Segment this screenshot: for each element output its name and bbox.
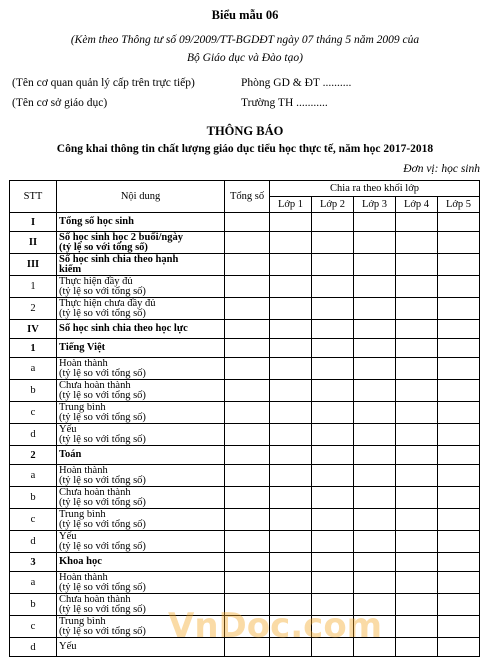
watermark-logo: VnDoc.com	[168, 606, 383, 646]
row-content-line-1: Toán	[59, 449, 82, 460]
grade-cell	[438, 402, 480, 424]
header-grade-2: Lớp 2	[312, 197, 354, 213]
grade-cell	[396, 254, 438, 276]
row-content	[57, 424, 225, 446]
row-stt: b	[10, 380, 57, 402]
row-content-line-1: Số học sinh chia theo học lực	[59, 323, 188, 334]
row-content-line-2: (tỷ lệ so với tổng số)	[59, 285, 146, 297]
grade-cell	[312, 276, 354, 298]
row-content	[57, 572, 225, 594]
table-row	[10, 487, 480, 509]
document-title: THÔNG BÁO	[206, 124, 284, 138]
grade-cell	[270, 465, 312, 487]
row-content-line-1: Trung bình	[59, 401, 106, 413]
grade-cell	[270, 531, 312, 553]
form-note-line-2: Bộ Giáo dục và Đào tạo)	[187, 52, 303, 64]
grade-cell	[438, 446, 480, 465]
grade-cell	[396, 232, 438, 254]
grade-cell	[312, 509, 354, 531]
total-cell	[225, 572, 270, 594]
grade-cell	[354, 465, 396, 487]
grade-cell	[312, 380, 354, 402]
grade-cell	[396, 531, 438, 553]
table-row	[10, 572, 480, 594]
grade-cell	[270, 380, 312, 402]
grade-cell	[438, 424, 480, 446]
grade-cell	[396, 402, 438, 424]
row-content	[57, 553, 225, 572]
total-cell	[225, 213, 270, 232]
table-row	[10, 232, 480, 254]
grade-cell	[312, 298, 354, 320]
row-stt: I	[10, 213, 57, 232]
row-content	[57, 320, 225, 339]
unit-label: Đơn vị: học sinh	[403, 163, 480, 175]
total-cell	[225, 402, 270, 424]
table-row	[10, 339, 480, 358]
grade-cell	[396, 380, 438, 402]
row-content-line-1: Trung bình	[59, 508, 106, 520]
grade-cell	[438, 298, 480, 320]
row-stt: a	[10, 572, 57, 594]
row-content-line-2: (tỷ lệ so với tổng số)	[59, 540, 146, 552]
row-stt: 2	[10, 298, 57, 320]
grade-cell	[270, 276, 312, 298]
grade-cell	[312, 424, 354, 446]
row-content-line-2: (tỷ lệ so với tổng số)	[59, 389, 146, 401]
grade-cell	[396, 358, 438, 380]
grade-cell	[438, 638, 480, 657]
table-body	[10, 213, 480, 657]
grade-cell	[354, 402, 396, 424]
grade-cell	[270, 572, 312, 594]
row-stt: IV	[10, 320, 57, 339]
grade-cell	[438, 553, 480, 572]
agency-left: (Tên cơ quan quản lý cấp trên trực tiếp)	[12, 77, 195, 89]
grade-cell	[438, 339, 480, 358]
table-row	[10, 553, 480, 572]
grade-cell	[354, 424, 396, 446]
grade-cell	[312, 358, 354, 380]
grade-cell	[396, 616, 438, 638]
grade-cell	[396, 594, 438, 616]
form-note	[0, 31, 490, 67]
row-stt: a	[10, 465, 57, 487]
grade-cell	[270, 254, 312, 276]
grade-cell	[396, 213, 438, 232]
grade-cell	[438, 487, 480, 509]
grade-cell	[354, 446, 396, 465]
grade-cell	[312, 213, 354, 232]
header-grade-3: Lớp 3	[354, 197, 396, 213]
grade-cell	[270, 213, 312, 232]
total-cell	[225, 254, 270, 276]
grade-cell	[354, 380, 396, 402]
table-row	[10, 320, 480, 339]
grade-cell	[354, 276, 396, 298]
row-content-line-1: Trung bình	[59, 615, 106, 627]
row-stt: III	[10, 254, 57, 276]
total-cell	[225, 358, 270, 380]
total-cell	[225, 320, 270, 339]
grade-cell	[396, 638, 438, 657]
row-content-line-2: (tỷ lệ so với tổng số)	[59, 367, 146, 379]
grade-cell	[354, 509, 396, 531]
total-cell	[225, 465, 270, 487]
agency-right: Phòng GD & ĐT ..........	[241, 77, 352, 89]
row-content	[57, 509, 225, 531]
total-cell	[225, 553, 270, 572]
total-cell	[225, 509, 270, 531]
grade-cell	[438, 509, 480, 531]
grade-cell	[354, 487, 396, 509]
grade-cell	[354, 553, 396, 572]
table-row	[10, 380, 480, 402]
row-content-line-2: kiểm	[59, 263, 82, 275]
row-content-line-1: Chưa hoàn thành	[59, 486, 131, 498]
grade-cell	[396, 553, 438, 572]
row-content-line-1: Chưa hoàn thành	[59, 379, 131, 391]
row-stt: c	[10, 616, 57, 638]
school-left: (Tên cơ sở giáo dục)	[12, 97, 108, 109]
grade-cell	[396, 487, 438, 509]
total-cell	[225, 298, 270, 320]
form-title: Biểu mẫu 06	[211, 8, 279, 22]
grade-cell	[354, 320, 396, 339]
grade-cell	[312, 487, 354, 509]
grade-cell	[396, 509, 438, 531]
row-content-line-2: (tỷ lệ so với tổng số)	[59, 603, 146, 615]
row-stt: II	[10, 232, 57, 254]
grade-cell	[312, 254, 354, 276]
row-content	[57, 531, 225, 553]
total-cell	[225, 380, 270, 402]
row-content-line-1: Tiếng Việt	[59, 342, 106, 353]
total-cell	[225, 487, 270, 509]
header-stt: STT	[10, 181, 57, 213]
row-stt: c	[10, 509, 57, 531]
row-content	[57, 276, 225, 298]
grade-cell	[270, 424, 312, 446]
total-cell	[225, 446, 270, 465]
grade-cell	[396, 446, 438, 465]
grade-cell	[438, 594, 480, 616]
grade-cell	[438, 213, 480, 232]
grade-cell	[354, 531, 396, 553]
grade-cell	[396, 339, 438, 358]
row-content-line-2: (tỷ lệ so với tổng số)	[59, 433, 146, 445]
row-stt: 1	[10, 276, 57, 298]
row-stt: 1	[10, 339, 57, 358]
row-stt: 2	[10, 446, 57, 465]
row-content	[57, 446, 225, 465]
row-content	[57, 339, 225, 358]
row-content-line-1: Khoa học	[59, 556, 102, 567]
grade-cell	[396, 298, 438, 320]
grade-cell	[312, 531, 354, 553]
table-row	[10, 424, 480, 446]
table-row	[10, 298, 480, 320]
row-stt: 3	[10, 553, 57, 572]
table-row	[10, 276, 480, 298]
total-cell	[225, 531, 270, 553]
grade-cell	[312, 572, 354, 594]
document-subtitle: Công khai thông tin chất lượng giáo dục tiểu học thực tế, năm học 2017-2018	[56, 143, 434, 155]
row-content	[57, 465, 225, 487]
row-content	[57, 254, 225, 276]
grade-cell	[438, 320, 480, 339]
row-content-line-1: Hoàn thành	[59, 357, 108, 369]
header-total: Tổng số	[225, 181, 270, 213]
grade-cell	[354, 339, 396, 358]
grade-cell	[438, 232, 480, 254]
row-content	[57, 213, 225, 232]
grade-cell	[354, 298, 396, 320]
grade-cell	[438, 358, 480, 380]
grade-cell	[396, 320, 438, 339]
grade-cell	[270, 320, 312, 339]
grade-cell	[270, 358, 312, 380]
row-stt: d	[10, 638, 57, 657]
grade-cell	[354, 572, 396, 594]
table-row	[10, 531, 480, 553]
grade-cell	[354, 213, 396, 232]
quality-table	[9, 180, 480, 657]
grade-cell	[438, 380, 480, 402]
row-content-line-1: Số học sinh học 2 buổi/ngày	[59, 231, 184, 243]
table-row	[10, 509, 480, 531]
grade-cell	[312, 465, 354, 487]
row-content-line-1: Thực hiện đầy đủ	[59, 275, 133, 287]
row-content	[57, 487, 225, 509]
table-row	[10, 402, 480, 424]
row-content-line-1: Yếu	[59, 423, 77, 435]
table-row	[10, 465, 480, 487]
grade-cell	[270, 339, 312, 358]
row-content	[57, 358, 225, 380]
grade-cell	[270, 487, 312, 509]
grade-cell	[270, 446, 312, 465]
row-content-line-1: Hoàn thành	[59, 571, 108, 583]
grade-cell	[438, 276, 480, 298]
grade-cell	[438, 531, 480, 553]
header-content: Nội dung	[57, 181, 225, 213]
row-content-line-2: (tỷ lệ so với tổng số)	[59, 307, 146, 319]
grade-cell	[354, 358, 396, 380]
row-stt: b	[10, 487, 57, 509]
grade-cell	[270, 553, 312, 572]
grade-cell	[270, 509, 312, 531]
total-cell	[225, 339, 270, 358]
row-content-line-1: Thực hiện chưa đầy đủ	[59, 297, 156, 309]
row-stt: a	[10, 358, 57, 380]
grade-cell	[396, 276, 438, 298]
grade-cell	[354, 232, 396, 254]
grade-cell	[396, 572, 438, 594]
grade-cell	[438, 465, 480, 487]
grade-cell	[438, 572, 480, 594]
row-content	[57, 298, 225, 320]
row-content	[57, 380, 225, 402]
grade-cell	[312, 446, 354, 465]
grade-cell	[312, 402, 354, 424]
row-stt: d	[10, 531, 57, 553]
grade-cell	[270, 298, 312, 320]
grade-cell	[270, 402, 312, 424]
row-content-line-2: (tỷ lệ so với tổng số)	[59, 496, 146, 508]
table-row	[10, 446, 480, 465]
grade-cell	[396, 465, 438, 487]
school-right: Trường TH ...........	[241, 97, 328, 109]
grade-cell	[396, 424, 438, 446]
total-cell	[225, 232, 270, 254]
row-stt: d	[10, 424, 57, 446]
form-note-line-1: (Kèm theo Thông tư số 09/2009/TT-BGDĐT ngày 07 tháng 5 năm 2009 của	[70, 34, 420, 46]
grade-cell	[438, 616, 480, 638]
header-grade-group: Chia ra theo khối lớp	[270, 181, 480, 197]
grade-cell	[312, 339, 354, 358]
header-grade-1: Lớp 1	[270, 197, 312, 213]
row-content-line-2: (tỷ lệ so với tổng số)	[59, 411, 146, 423]
header-grade-5: Lớp 5	[438, 197, 480, 213]
table-row	[10, 213, 480, 232]
row-stt: c	[10, 402, 57, 424]
grade-cell	[354, 254, 396, 276]
row-content-line-1: Số học sinh chia theo hạnh	[59, 253, 179, 265]
row-content-line-2: (tỷ lệ so với tổng số)	[59, 625, 146, 637]
total-cell	[225, 424, 270, 446]
row-content-line-2: (tỷ lệ so với tổng số)	[59, 581, 146, 593]
row-content-line-1: Yếu	[59, 530, 77, 542]
total-cell	[225, 276, 270, 298]
grade-cell	[312, 320, 354, 339]
table-row	[10, 358, 480, 380]
row-content-line-2: (tỷ lệ so với tổng số)	[59, 474, 146, 486]
row-stt: b	[10, 594, 57, 616]
row-content	[57, 232, 225, 254]
row-content-line-1: Yếu	[59, 641, 77, 652]
header-grade-4: Lớp 4	[396, 197, 438, 213]
table-row	[10, 254, 480, 276]
grade-cell	[438, 254, 480, 276]
row-content-line-2: (tỷ lệ so với tổng số)	[59, 518, 146, 530]
grade-cell	[270, 232, 312, 254]
grade-cell	[312, 232, 354, 254]
row-content	[57, 402, 225, 424]
grade-cell	[312, 553, 354, 572]
row-content-line-2: (tỷ lệ so với tổng số)	[59, 241, 148, 253]
row-content-line-1: Tổng số học sinh	[59, 216, 134, 227]
row-content-line-1: Hoàn thành	[59, 464, 108, 476]
row-content-line-1: Chưa hoàn thành	[59, 593, 131, 605]
